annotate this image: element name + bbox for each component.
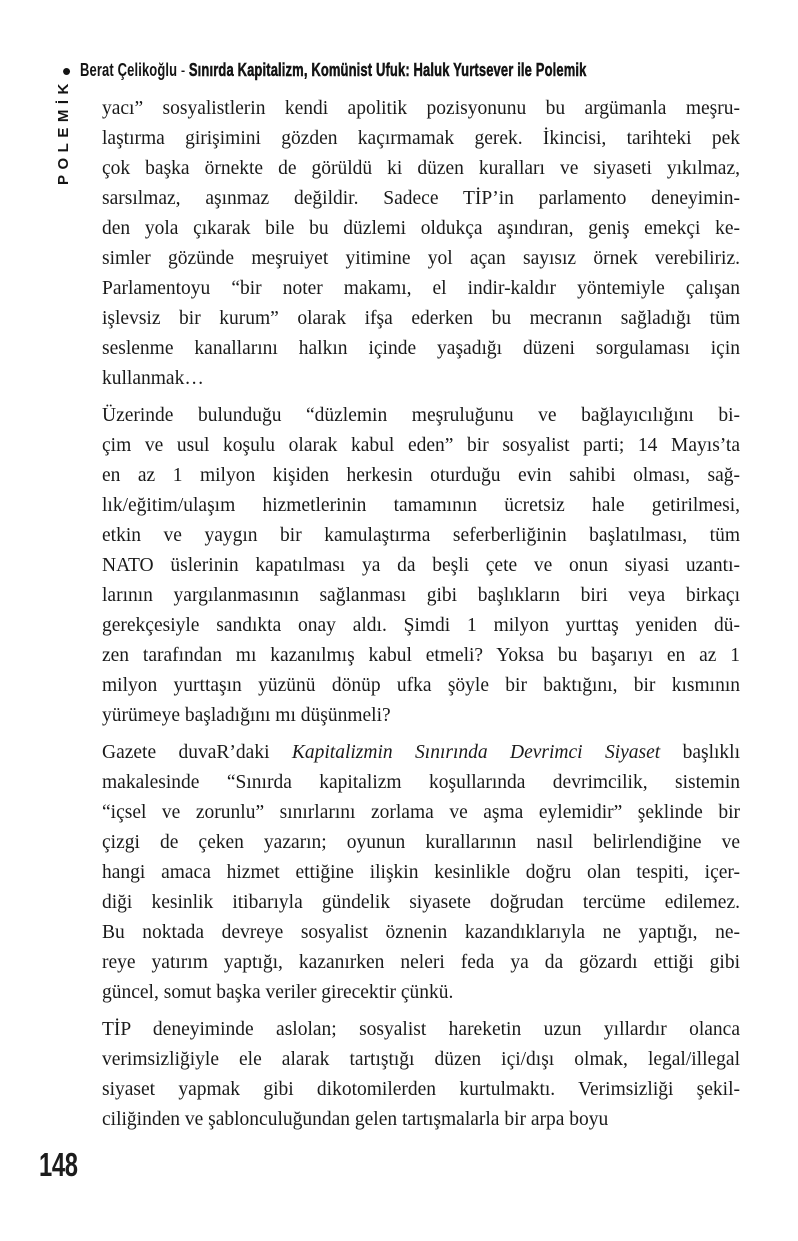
text-segment: siyaset yapmak gibi dikotomilerden kurtulmaktı. Verimsizliği şekil- [102, 1079, 740, 1100]
text-line [102, 1075, 740, 1105]
text-line [102, 858, 740, 888]
text-segment: NATO üslerinin kapatılması ya da beşli çete ve onun siyasi uzantı- [102, 555, 740, 576]
text-line [102, 671, 740, 701]
text-line [102, 948, 740, 978]
text-segment: larının yargılanmasının sağlanması gibi başlıkların biri veya birkaçı [102, 585, 740, 606]
text-line [102, 1015, 740, 1045]
text-line [102, 364, 740, 394]
text-segment: makalesinde “Sınırda kapitalizm koşullarında devrimcilik, sistemin [102, 772, 740, 793]
text-segment: Bu noktada devreye sosyalist öznenin kazandıklarıyla ne yaptığı, ne- [102, 922, 740, 943]
text-segment: den yola çıkarak bile bu düzlemi oldukça aşındıran, geniş emekçi ke- [102, 218, 740, 239]
text-segment: başlıklı [660, 742, 740, 763]
text-line [102, 918, 740, 948]
text-line [102, 828, 740, 858]
text-line [102, 304, 740, 334]
text-segment: Parlamentoyu “bir noter makamı, el indir-kaldır yöntemiyle çalışan [102, 278, 740, 299]
header-bullet-icon: • [62, 55, 72, 86]
running-header [62, 55, 784, 86]
paragraph [102, 738, 740, 1008]
text-segment: hangi amaca hizmet ettiğine ilişkin kesinlikle doğru olan tespiti, içer- [102, 862, 740, 883]
text-line [102, 1105, 740, 1135]
section-label-vertical: POLEMİK [55, 78, 72, 185]
text-line [102, 154, 740, 184]
header-separator: - [180, 60, 186, 80]
text-line [102, 274, 740, 304]
text-segment: yürümeye başladığını mı düşünmeli? [102, 705, 391, 726]
text-line [102, 581, 740, 611]
paragraph [102, 94, 740, 394]
text-segment: işlevsiz bir kurum” olarak ifşa ederken bu mecranın sağladığı tüm [102, 308, 740, 329]
text-line [102, 401, 740, 431]
text-segment: yacı” sosyalistlerin kendi apolitik pozisyonunu bu argümanla meşru- [102, 98, 740, 119]
header-author: Berat Çelikoğlu [80, 60, 178, 80]
running-header-text [80, 60, 586, 81]
text-segment: TİP deneyiminde aslolan; sosyalist hareketin uzun yıllardır olanca [102, 1019, 740, 1040]
text-segment: çim ve usul koşulu olarak kabul eden” bir sosyalist parti; 14 Mayıs’ta [102, 435, 740, 456]
text-segment: zen tarafından mı kazanılmış kabul etmeli? Yoksa bu başarıyı en az 1 [102, 645, 740, 666]
text-line [102, 798, 740, 828]
text-line [102, 978, 740, 1008]
text-segment: Üzerinde bulunduğu “düzlemin meşruluğunu ve bağlayıcılığını bi- [102, 405, 740, 426]
text-line [102, 124, 740, 154]
text-line [102, 94, 740, 124]
text-line [102, 214, 740, 244]
page-number: 148 [39, 1146, 78, 1183]
text-line [102, 521, 740, 551]
text-line [102, 551, 740, 581]
text-segment: Gazete duvaR’daki [102, 742, 292, 763]
text-segment: verimsizliğiyle ele alarak tartıştığı düzen içi/dışı olmak, legal/illegal [102, 1049, 740, 1070]
text-segment: lık/eğitim/ulaşım hizmetlerinin tamamının ücretsiz hale getirilmesi, [102, 495, 740, 516]
text-segment: etkin ve yaygın bir kamulaştırma seferberliğinin başlatılması, tüm [102, 525, 740, 546]
text-line [102, 641, 740, 671]
text-segment: kullanmak… [102, 368, 204, 389]
text-segment: diği kesinlik itibarıyla gündelik siyasete doğrudan tercüme edilemez. [102, 892, 740, 913]
text-line [102, 431, 740, 461]
italic-text-segment: Kapitalizmin Sınırında Devrimci Siyaset [291, 742, 661, 763]
body-text [102, 94, 740, 1142]
text-line [102, 701, 740, 731]
text-line [102, 244, 740, 274]
text-line [102, 1045, 740, 1075]
text-segment: çok başka örnekte de görüldü ki düzen kuralları ve siyaseti yıkılmaz, [102, 158, 740, 179]
text-segment: çizgi de çeken yazarın; oyunun kurallarının nasıl belirlendiğine ve [102, 832, 740, 853]
text-line [102, 888, 740, 918]
text-line [102, 184, 740, 214]
text-segment: gerekçesiyle sandıkta onay aldı. Şimdi 1 milyon yurttaş yeniden dü- [102, 615, 740, 636]
text-line [102, 738, 740, 768]
text-line [102, 611, 740, 641]
text-segment: ciliğinden ve şablonculuğundan gelen tartışmalarla bir arpa boyu [102, 1109, 609, 1130]
text-segment: simler gözünde meşruiyet yitimine yol açan sayısız örnek verebiliriz. [102, 248, 740, 269]
text-line [102, 491, 740, 521]
text-segment: seslenme kanallarını halkın içinde yaşadığı düzeni sorgulaması için [102, 338, 740, 359]
text-segment: en az 1 milyon kişiden herkesin oturduğu evin sahibi olması, sağ- [102, 465, 740, 486]
text-segment: “içsel ve zorunlu” sınırlarını zorlama ve aşma eylemidir” şeklinde bir [102, 802, 740, 823]
text-line [102, 461, 740, 491]
text-line [102, 768, 740, 798]
text-line [102, 334, 740, 364]
text-segment: güncel, somut başka veriler girecektir çünkü. [102, 982, 454, 1003]
text-segment: reye yatırım yaptığı, kazanırken neleri feda ya da gözardı ettiği gibi [102, 952, 740, 973]
text-segment: sarsılmaz, aşınmaz değildir. Sadece TİP’in parlamento deneyimin- [102, 188, 740, 209]
text-segment: laştırma girişimini gözden kaçırmamak gerek. İkincisi, tarihteki pek [102, 128, 740, 149]
header-book-title: Sınırda Kapitalizm, Komünist Ufuk: Haluk Yurtsever ile Polemik [188, 60, 587, 80]
paragraph [102, 401, 740, 731]
paragraph [102, 1015, 740, 1135]
text-segment: milyon yurttaşın yüzünü dönüp ufka şöyle bir baktığını, bir kısmının [102, 675, 740, 696]
